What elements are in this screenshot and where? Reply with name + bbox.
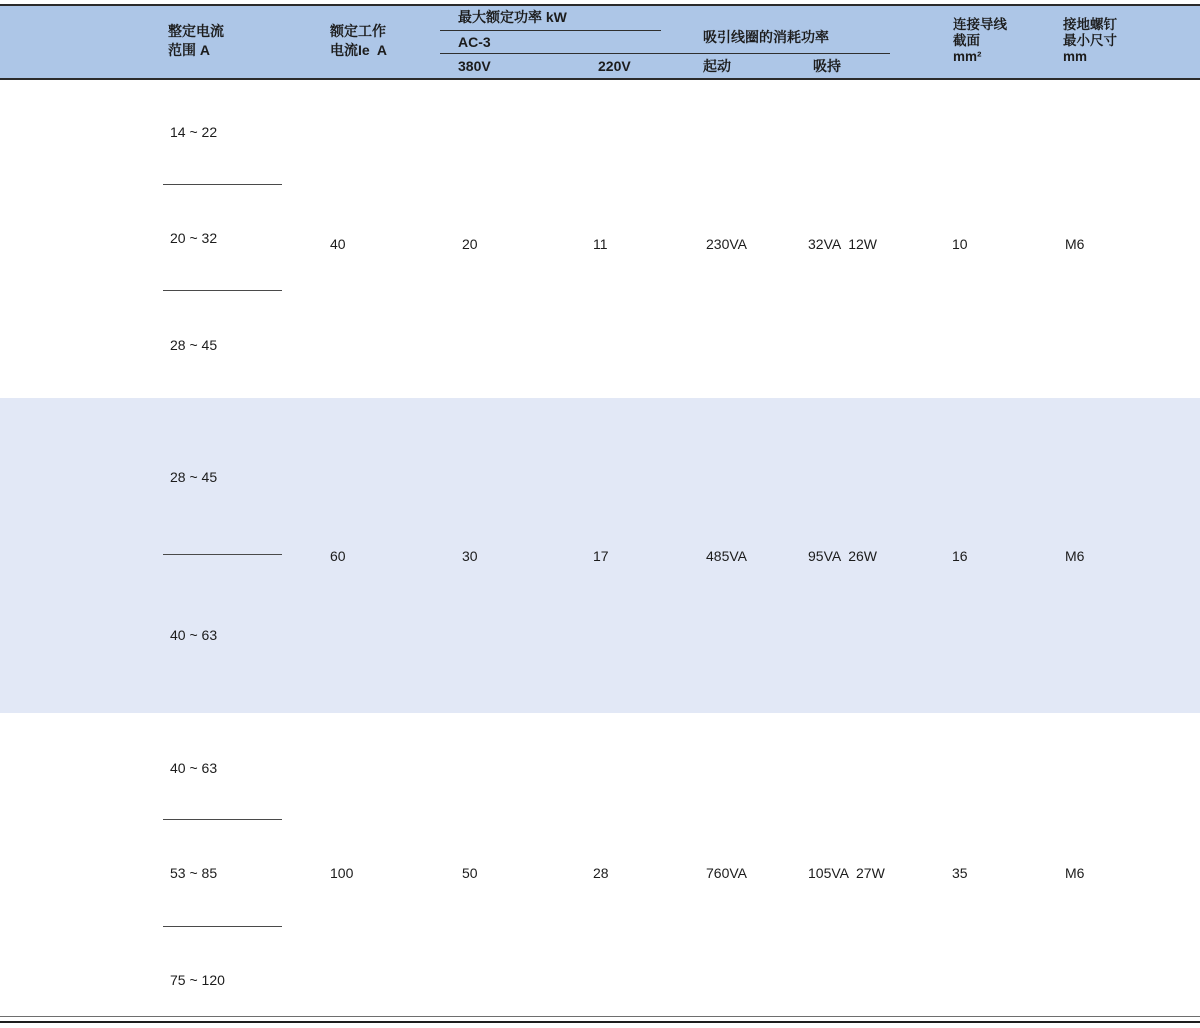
wire-section-value: 16: [952, 548, 968, 564]
header-wire-line3: mm²: [953, 49, 982, 64]
header-ac3: AC-3: [458, 34, 491, 50]
rated-current-value: 60: [330, 548, 346, 564]
row-group-2: [0, 398, 1200, 713]
table-header: [0, 4, 1200, 80]
coil-start-value: 485VA: [706, 548, 747, 564]
wire-section-value: 35: [952, 865, 968, 881]
power-380v-value: 30: [462, 548, 478, 564]
table-bottom-rule: [0, 1016, 1200, 1023]
header-current-range-line2: 范围 A: [168, 42, 210, 58]
range-value: 40 ~ 63: [170, 627, 218, 643]
ac3-underline: [440, 53, 890, 54]
screw-size-value: M6: [1065, 548, 1085, 564]
header-rated-current: [330, 22, 387, 60]
header-wire-section: [953, 17, 1007, 65]
header-screw-line1: 接地螺钉: [1063, 17, 1117, 32]
range-value: 40 ~ 63: [170, 760, 218, 776]
header-rated-current-line2: 电流Ie A: [330, 42, 388, 58]
range-value: 14 ~ 22: [170, 124, 218, 140]
coil-hold-value: 32VA 12W: [808, 236, 878, 252]
coil-hold-value: 95VA 26W: [808, 548, 878, 564]
header-wire-line2: 截面: [953, 33, 980, 48]
header-wire-line1: 连接导线: [953, 17, 1007, 32]
header-ground-screw: [1063, 17, 1117, 65]
range-divider: [163, 926, 282, 927]
power-220v-value: 17: [593, 548, 609, 564]
screw-size-value: M6: [1065, 236, 1085, 252]
header-hold: 吸持: [813, 58, 841, 74]
power-220v-value: 28: [593, 865, 609, 881]
range-value: 20 ~ 32: [170, 230, 218, 246]
header-rated-current-line1: 额定工作: [330, 23, 386, 39]
header-220v: 220V: [598, 58, 631, 74]
power-220v-value: 11: [593, 236, 608, 252]
header-current-range-line1: 整定电流: [168, 23, 224, 39]
range-value: 28 ~ 45: [170, 469, 218, 485]
header-max-power-group: 最大额定功率 kW: [458, 9, 567, 25]
range-divider: [163, 290, 282, 291]
coil-hold-value: 105VA 27W: [808, 865, 885, 881]
row-group-1: [0, 80, 1200, 398]
range-divider: [163, 819, 282, 820]
range-divider: [163, 184, 282, 185]
power-380v-value: 20: [462, 236, 478, 252]
range-value: 28 ~ 45: [170, 337, 218, 353]
wire-section-value: 10: [952, 236, 968, 252]
row-group-3: [0, 713, 1200, 1013]
max-power-underline: [440, 30, 661, 31]
screw-size-value: M6: [1065, 865, 1085, 881]
rated-current-value: 100: [330, 865, 354, 881]
header-screw-line3: mm: [1063, 49, 1088, 64]
range-divider: [163, 554, 282, 555]
header-coil-power-group: 吸引线圈的消耗功率: [703, 29, 829, 45]
coil-start-value: 760VA: [706, 865, 747, 881]
power-380v-value: 50: [462, 865, 478, 881]
header-start: 起动: [703, 58, 731, 74]
header-current-range: [168, 22, 224, 60]
rated-current-value: 40: [330, 236, 346, 252]
header-380v: 380V: [458, 58, 491, 74]
header-screw-line2: 最小尺寸: [1063, 33, 1117, 48]
coil-start-value: 230VA: [706, 236, 747, 252]
range-value: 53 ~ 85: [170, 865, 218, 881]
range-value: 75 ~ 120: [170, 972, 225, 988]
